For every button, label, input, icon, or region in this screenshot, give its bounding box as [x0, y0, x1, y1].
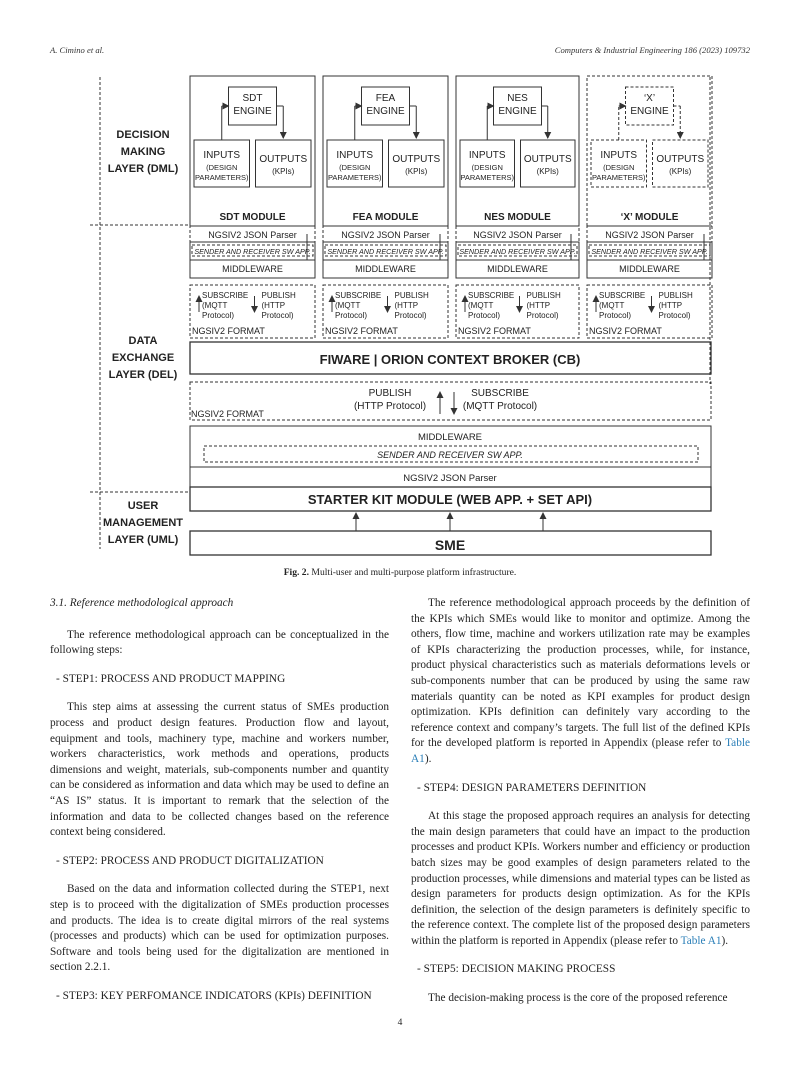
ngsi-format-label: NGSIV2 FORMAT: [192, 326, 265, 336]
engine-label: FEA: [375, 93, 396, 104]
main-subscribe-label: (MQTT Protocol): [462, 401, 538, 412]
middleware-label: MIDDLEWARE: [487, 264, 548, 274]
parser-label: NGSIV2 JSON Parser: [208, 230, 297, 240]
engine-label: ENGINE: [498, 106, 537, 117]
inputs-label: INPUTS: [600, 150, 638, 161]
ngsi-format-label: NGSIV2 FORMAT: [589, 326, 662, 336]
middleware-label: MIDDLEWARE: [222, 264, 283, 274]
subscribe-label: Protocol): [202, 311, 235, 320]
subscribe-label: SUBSCRIBE: [335, 291, 382, 300]
module-title: ‘X’ MODULE: [620, 212, 679, 223]
middleware-label: MIDDLEWARE: [355, 264, 416, 274]
caption-label: Fig. 2.: [283, 567, 310, 578]
figure-platform-infrastructure: [90, 74, 715, 557]
subscribe-label: Protocol): [599, 311, 632, 320]
paragraph: Based on the data and information collected during the STEP1, next step is to proceed with the digitalization of SMEs production processes and products. The idea is to create digital mirrors of the real systems (processes and products) which can be used for optimization purposes. Software and tools being used for the digitalization are mentioned in section 2.2.1.: [50, 883, 389, 974]
publish-label: (HTTP: [526, 301, 551, 310]
subscribe-label: SUBSCRIBE: [599, 291, 646, 300]
main-publish-label: PUBLISH: [368, 388, 412, 399]
inputs-label: INPUTS: [336, 150, 374, 161]
orion-broker-label: FIWARE | ORION CONTEXT BROKER (CB): [319, 352, 581, 367]
right-column: [411, 596, 750, 1007]
table-a1-link[interactable]: Table A1: [680, 934, 722, 947]
subscribe-label: (MQTT: [335, 301, 361, 310]
header-journal: Computers & Industrial Engineering 186 (2023) 109732: [554, 45, 750, 55]
inputs-label: PARAMETERS): [194, 173, 249, 182]
publish-label: Protocol): [394, 311, 427, 320]
subscribe-label: SUBSCRIBE: [202, 291, 249, 300]
inputs-label: PARAMETERS): [460, 173, 515, 182]
subscribe-label: (MQTT: [599, 301, 625, 310]
publish-label: (HTTP: [658, 301, 683, 310]
paragraph: The reference methodological approach proceeds by the definition of the KPIs which SMEs would like to monitor and optimize. Among the others, flow time, machine and workers utilization rate may be examples of KPIs characterizing the production processes, while, for instance, product physical characteristics such as materials deformations levels or sub-components number that can be produced by using the same raw materials quantity can be noted as KPI examples for product design optimization. KPIs definition can definitely vary according to the reference context and company’s targets. The full list of the defined KPIs for the developed platform is reported in Appendix (please refer to Table A1).: [411, 597, 750, 765]
subscribe-label: (MQTT: [202, 301, 228, 310]
publish-label: PUBLISH: [261, 291, 296, 300]
left-column: [50, 596, 389, 1017]
step-heading: - STEP3: KEY PERFOMANCE INDICATORS (KPIs) DEFINITION: [56, 989, 372, 1002]
parser-label: NGSIV2 JSON Parser: [605, 230, 694, 240]
main-publish-label: (HTTP Protocol): [353, 401, 427, 412]
engine-label: ENGINE: [630, 106, 669, 117]
layer-label-uml: USER: [127, 500, 159, 512]
layer-label-del: DATA: [128, 335, 158, 347]
inputs-label: PARAMETERS): [327, 173, 382, 182]
step-heading: - STEP1: PROCESS AND PRODUCT MAPPING: [56, 672, 286, 685]
main-subscribe-label: SUBSCRIBE: [471, 388, 529, 399]
paragraph: At this stage the proposed approach requires an analysis for detecting the main design parameters that could have an impact to the production processes and product KPIs. Workers number and efficiency or production batch sizes may be good examples of design parameters related to the production processes, while dimensions and material types can be listed as design parameters for products design optimization. As for the KPIs definition, the selection of the design parameters is definitely specific to the reference context. The complete list of the proposed design parameters within the platform is reported in Appendix (please refer to Table A1).: [411, 810, 750, 947]
sender-label: SENDER AND RECEIVER SW APP.: [194, 247, 311, 256]
middleware-label: MIDDLEWARE: [619, 264, 680, 274]
inputs-label: (DESIGN: [471, 163, 503, 172]
outputs-label: (KPIs): [669, 167, 692, 176]
subscribe-label: Protocol): [335, 311, 368, 320]
paragraph: The decision-making process is the core of the proposed reference: [428, 992, 728, 1005]
outputs-label: (KPIs): [272, 167, 295, 176]
subscribe-label: (MQTT: [468, 301, 494, 310]
layer-label-del: LAYER (DEL): [108, 369, 178, 381]
engine-label: ENGINE: [233, 106, 272, 117]
step-heading: - STEP4: DESIGN PARAMETERS DEFINITION: [417, 781, 647, 794]
engine-label: SDT: [242, 93, 263, 104]
subscribe-label: Protocol): [468, 311, 501, 320]
header-authors: A. Cimino et al.: [50, 45, 105, 55]
publish-label: (HTTP: [261, 301, 286, 310]
publish-label: PUBLISH: [394, 291, 429, 300]
publish-label: PUBLISH: [658, 291, 693, 300]
inputs-label: INPUTS: [468, 150, 506, 161]
sme-label: SME: [434, 537, 466, 553]
outputs-label: OUTPUTS: [392, 154, 441, 165]
inputs-label: (DESIGN: [603, 163, 635, 172]
section-heading: 3.1. Reference methodological approach: [50, 597, 234, 609]
publish-label: (HTTP: [394, 301, 419, 310]
inputs-label: (DESIGN: [339, 163, 371, 172]
sender-label: SENDER AND RECEIVER SW APP.: [327, 247, 444, 256]
module-title: SDT MODULE: [219, 212, 286, 223]
layer-label-uml: LAYER (UML): [107, 534, 179, 546]
parser-label: NGSIV2 JSON Parser: [473, 230, 562, 240]
main-exchange-box: [190, 382, 711, 420]
starter-kit-label: STARTER KIT MODULE (WEB APP. + SET API): [307, 492, 593, 507]
caption-text: Multi-user and multi-purpose platform infrastructure.: [309, 567, 517, 578]
publish-label: PUBLISH: [526, 291, 561, 300]
outputs-label: OUTPUTS: [259, 154, 308, 165]
step-heading: - STEP2: PROCESS AND PRODUCT DIGITALIZATION: [56, 854, 324, 867]
sender-label: SENDER AND RECEIVER SW APP.: [591, 247, 708, 256]
inputs-label: INPUTS: [203, 150, 241, 161]
page-number: 4: [397, 1018, 403, 1028]
figure-caption: [0, 567, 800, 578]
publish-label: Protocol): [526, 311, 559, 320]
layer-label-uml: MANAGEMENT: [102, 517, 184, 529]
ngsi-format-label: NGSIV2 FORMAT: [458, 326, 531, 336]
ngsi-format-label: NGSIV2 FORMAT: [325, 326, 398, 336]
engine-label: ‘X’: [643, 93, 656, 104]
paragraph: The reference methodological approach can be conceptualized in the following steps:: [50, 628, 389, 657]
module-title: NES MODULE: [484, 212, 551, 223]
layer-label-dml: LAYER (DML): [107, 163, 179, 175]
step-heading: - STEP5: DECISION MAKING PROCESS: [417, 963, 616, 976]
layer-label-del: EXCHANGE: [111, 352, 175, 364]
main-sender-label: SENDER AND RECEIVER SW APP.: [377, 450, 523, 460]
main-middleware-label: MIDDLEWARE: [417, 432, 483, 443]
inputs-label: PARAMETERS): [591, 173, 646, 182]
outputs-label: (KPIs): [405, 167, 428, 176]
main-parser-label: NGSIV2 JSON Parser: [403, 473, 497, 484]
outputs-label: (KPIs): [536, 167, 559, 176]
parser-label: NGSIV2 JSON Parser: [341, 230, 430, 240]
table-a1-link[interactable]: Table A1: [411, 737, 750, 765]
outputs-label: OUTPUTS: [523, 154, 572, 165]
layer-label-dml: DECISION: [116, 129, 170, 141]
engine-label: NES: [507, 93, 528, 104]
publish-label: Protocol): [658, 311, 691, 320]
publish-label: Protocol): [261, 311, 294, 320]
engine-label: ENGINE: [366, 106, 405, 117]
layer-label-dml: MAKING: [120, 146, 166, 158]
module-title: FEA MODULE: [352, 212, 419, 223]
outputs-label: OUTPUTS: [656, 154, 705, 165]
inputs-label: (DESIGN: [206, 163, 238, 172]
ngsi-format-label: NGSIV2 FORMAT: [191, 409, 264, 419]
subscribe-label: SUBSCRIBE: [468, 291, 515, 300]
sender-label: SENDER AND RECEIVER SW APP.: [459, 247, 576, 256]
paragraph: This step aims at assessing the current status of SMEs production process and product design features. Production flow and layout, equipment and tools, machinery type, machine and workers number, workers characteristics, work methods and operations, products dimensions and weight, materials, sub-components number and quantity can be considered as information and data which may be used to define an “AS IS” status. It is important to remark that the selection of the information and data to be collected changes based on the reference context being considered.: [50, 701, 389, 839]
